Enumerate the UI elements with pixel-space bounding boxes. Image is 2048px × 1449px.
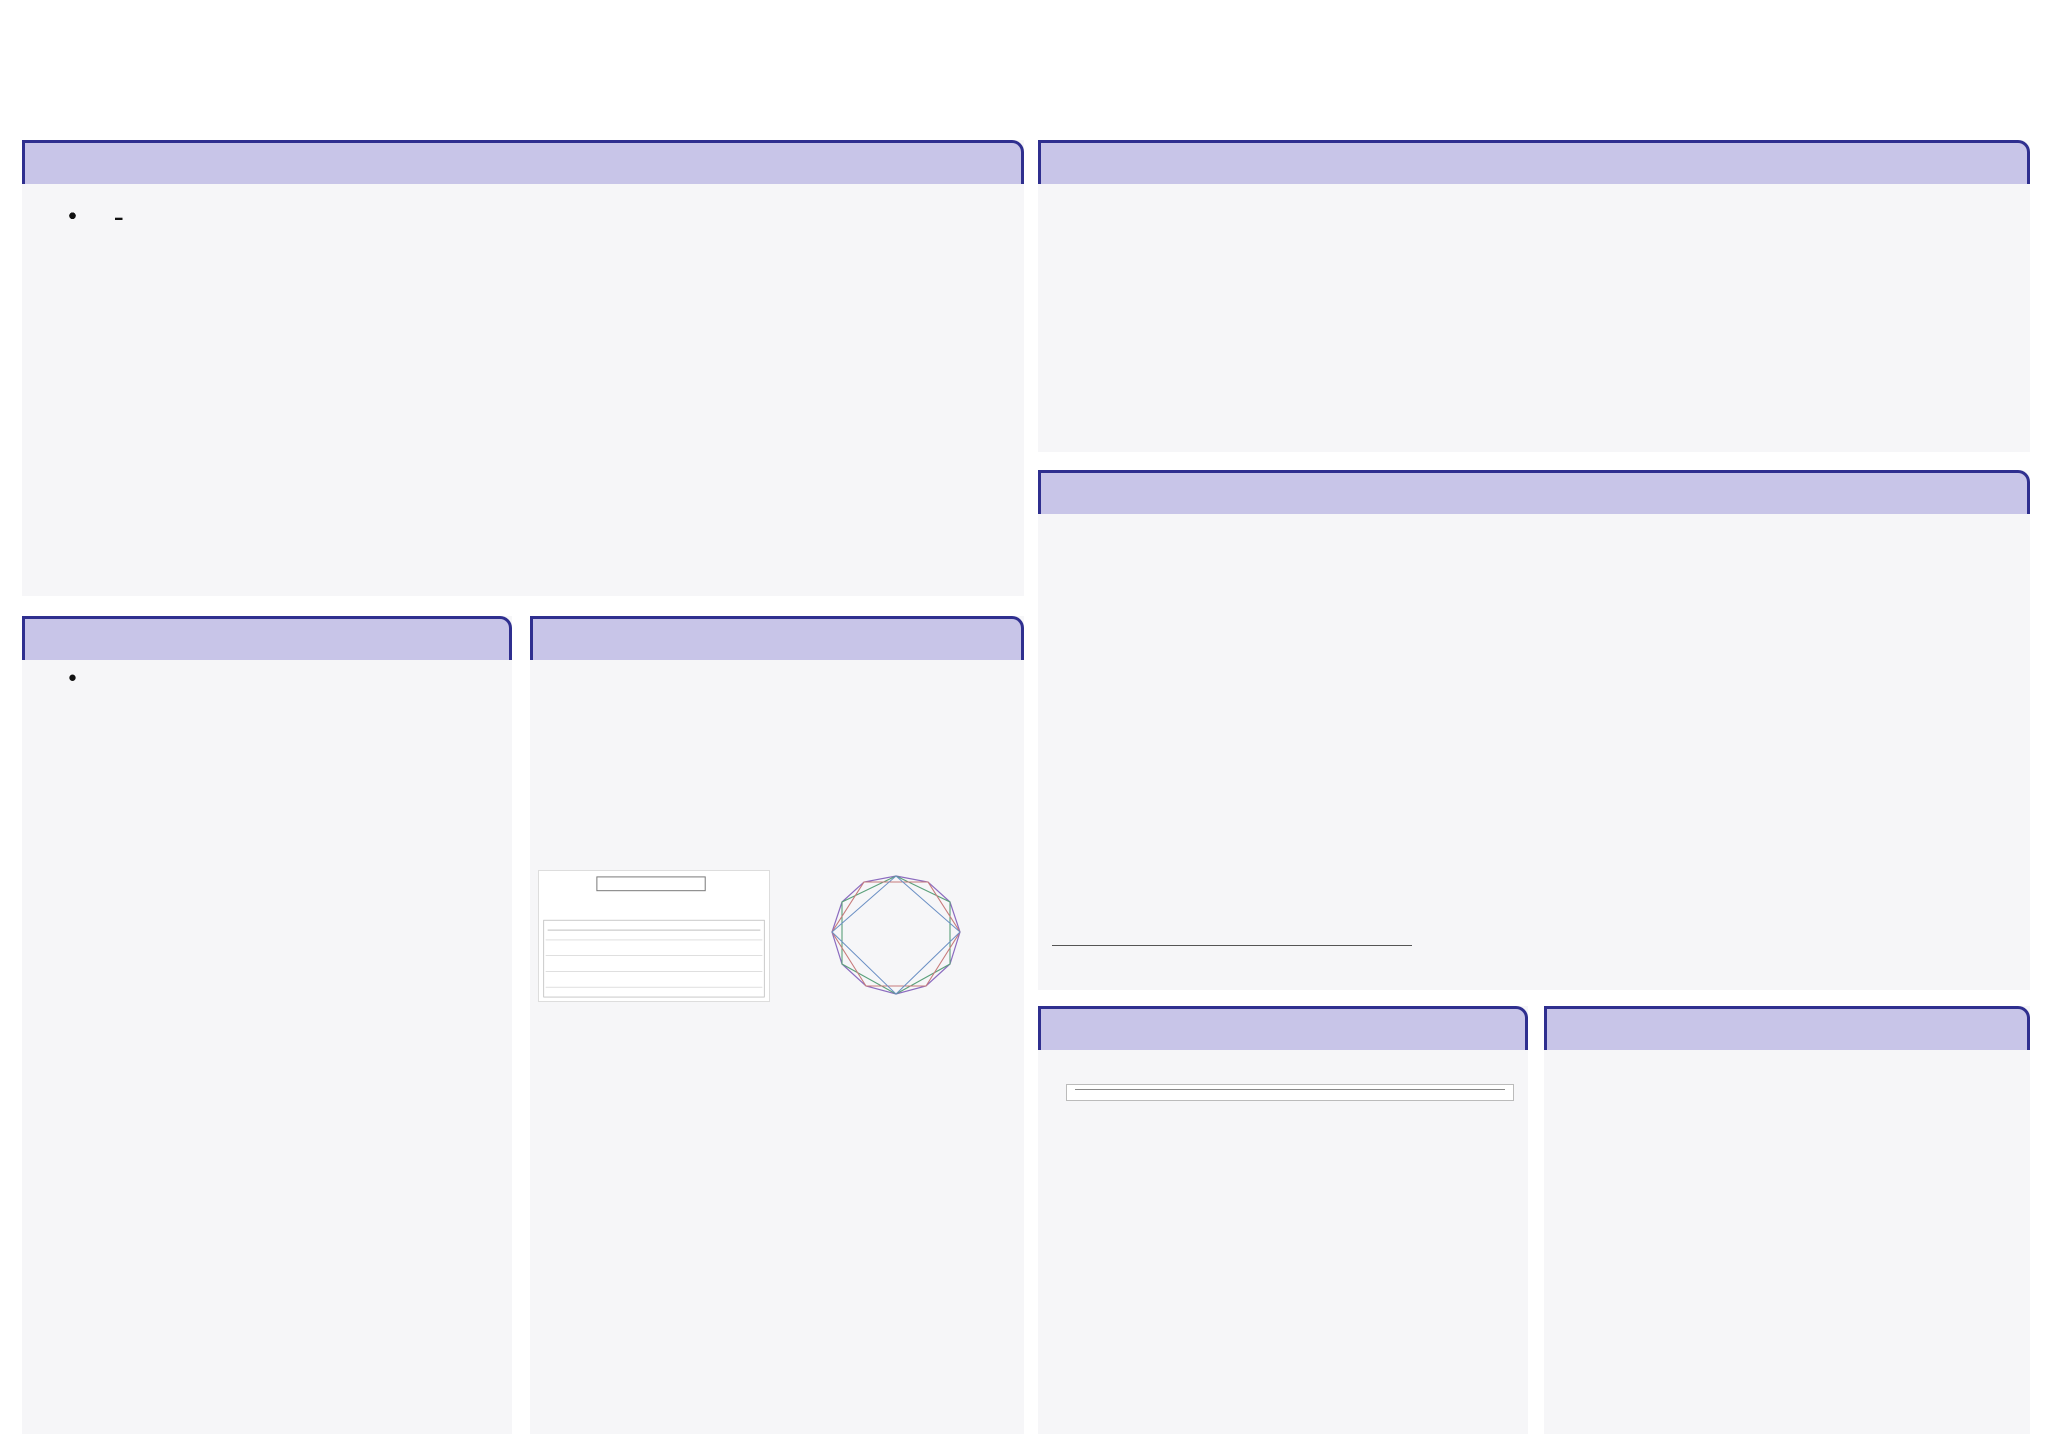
panel-body [1544,1050,2030,1434]
panel-body [1038,184,2030,452]
panel-title [22,616,512,660]
footnote-rule [1052,945,1412,946]
panel-body [1038,514,2030,990]
panel-ds-algorithm [1038,470,2030,990]
panel-body [530,660,1024,1434]
panel-body [22,184,1024,596]
panel-title [1544,1006,2030,1050]
graph-figure [778,864,1014,1010]
panel-title [22,140,1024,184]
panel-body [22,660,512,1434]
panel-title [1038,140,2030,184]
results-charts [1552,1054,2020,1238]
panel-datasets [1038,1006,1528,1434]
panel-interdependent [530,616,1024,1434]
panel-title [1038,470,2030,514]
features-box [1066,1084,1514,1101]
panel-experimental [1544,1006,2030,1434]
panel-body [1038,1050,1528,1434]
panel-title [1038,1006,1528,1050]
panel-large-scale [22,140,1024,596]
transform-figure [538,870,770,1002]
panel-formal-setup [22,616,512,1434]
panel-rademacher [1038,140,2030,452]
panel-title [530,616,1024,660]
